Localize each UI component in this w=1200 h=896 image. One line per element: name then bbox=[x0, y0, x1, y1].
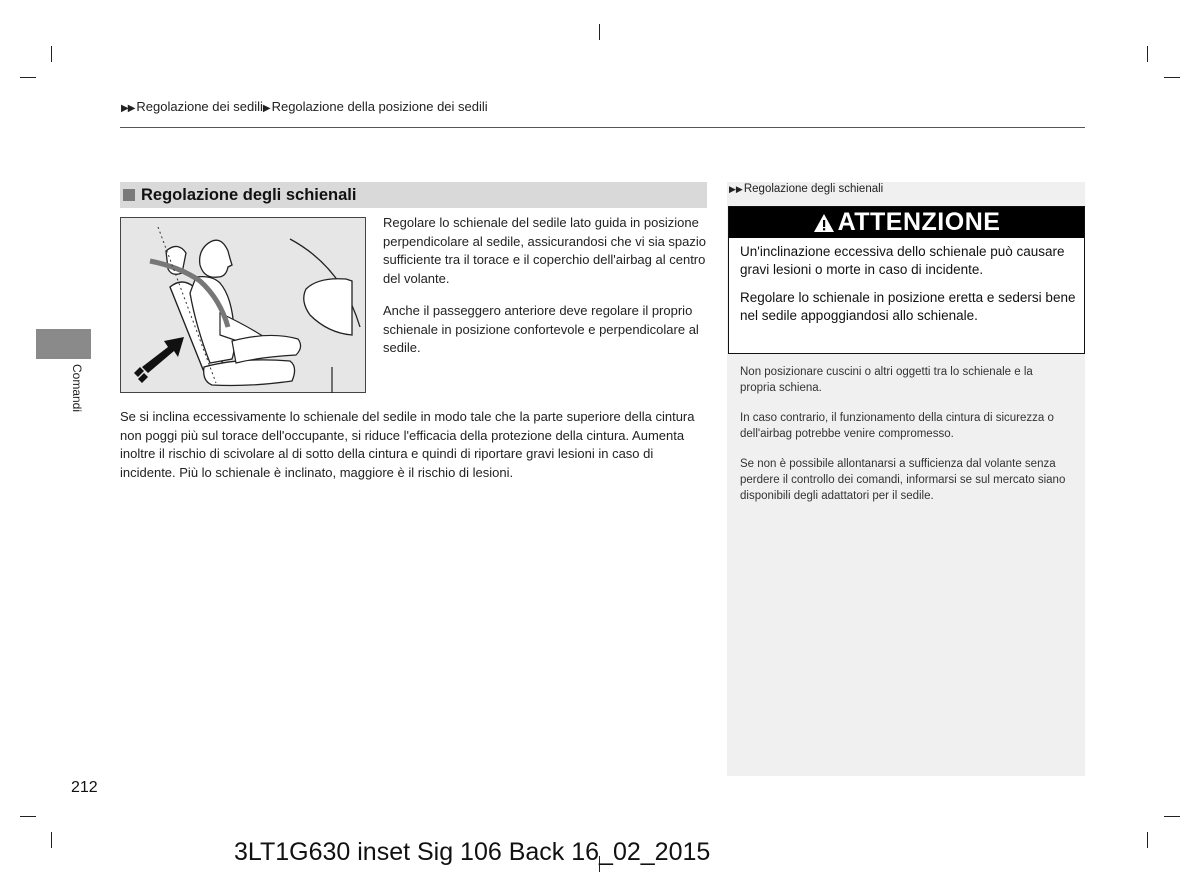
sidebar-note-2: In caso contrario, il funzionamento della cintura di sicurezza o dell'airbag potrebbe venire compromesso. bbox=[740, 412, 1054, 440]
warning-triangle-icon bbox=[813, 213, 835, 233]
section-marker-icon bbox=[123, 189, 135, 201]
seat-illustration bbox=[120, 217, 366, 393]
breadcrumb-arrow: ▶ bbox=[262, 103, 270, 114]
chapter-tab-marker bbox=[36, 329, 91, 359]
seatback-adjustment-illustration bbox=[120, 217, 366, 393]
sidebar-reference-title: Regolazione degli schienali bbox=[743, 183, 884, 195]
breadcrumb-level-1[interactable]: Regolazione dei sedili bbox=[136, 99, 263, 114]
section-title: Regolazione degli schienali bbox=[141, 185, 357, 204]
print-footer-code: 3LT1G630 inset Sig 106 Back 16_02_2015 bbox=[234, 838, 711, 866]
warning-text-1: Un'inclinazione eccessiva dello schienale può causare gravi lesioni o morte in caso di incidente. bbox=[740, 244, 1065, 277]
crop-mark bbox=[1164, 77, 1180, 78]
sidebar-note-3: Se non è possibile allontanarsi a sufficienza dal volante senza perdere il controllo dei comandi, informarsi se sul mercato siano disponibili degli adattatori per il sedile. bbox=[740, 458, 1066, 502]
warning-header bbox=[729, 207, 1084, 238]
body-paragraph-3: Se si inclina eccessivamente lo schienale del sedile in modo tale che la parte superiore della cintura non poggi più sul torace dell'occupante, si riduce l'efficacia della protezione della cintura. Aumenta inoltre il rischio di scivolare al di sotto della cintura e quindi di riportare gravi lesioni in caso di incidente. Più lo schienale è inclinato, maggiore è il rischio di lesioni. bbox=[120, 409, 695, 480]
sidebar-note-1: Non posizionare cuscini o altri oggetti tra lo schienale e la propria schiena. bbox=[740, 366, 1033, 394]
breadcrumb-level-2[interactable]: Regolazione della posizione dei sedili bbox=[271, 99, 488, 114]
crop-mark bbox=[1147, 832, 1148, 848]
chapter-tab-label: Comandi bbox=[70, 364, 84, 413]
crop-mark bbox=[599, 24, 600, 40]
body-paragraph-2: Anche il passeggero anteriore deve regolare il proprio schienale in posizione confortevole e perpendicolare al sedile. bbox=[383, 303, 699, 355]
sidebar-reference bbox=[729, 183, 883, 195]
sidebar-reference-arrows: ▶▶ bbox=[729, 184, 743, 194]
breadcrumb-arrows: ▶▶ bbox=[121, 103, 135, 114]
warning-box bbox=[728, 206, 1085, 354]
breadcrumb bbox=[121, 99, 488, 114]
body-paragraph-1: Regolare lo schienale del sedile lato guida in posizione perpendicolare al sedile, assicurandosi che vi sia spazio sufficiente tra il torace e il coperchio dell'airbag al centro del volante. bbox=[383, 215, 707, 286]
crop-mark bbox=[20, 816, 36, 817]
page-number: 212 bbox=[71, 779, 98, 796]
crop-mark bbox=[20, 77, 36, 78]
crop-mark bbox=[51, 832, 52, 848]
crop-mark bbox=[1147, 46, 1148, 62]
section-heading bbox=[120, 182, 707, 208]
warning-title: ATTENZIONE bbox=[837, 208, 1001, 236]
crop-mark bbox=[51, 46, 52, 62]
crop-mark bbox=[1164, 816, 1180, 817]
warning-text-2: Regolare lo schienale in posizione eretta e sedersi bene nel sedile appoggiandosi allo schienale. bbox=[740, 290, 1076, 323]
header-rule bbox=[120, 127, 1085, 128]
